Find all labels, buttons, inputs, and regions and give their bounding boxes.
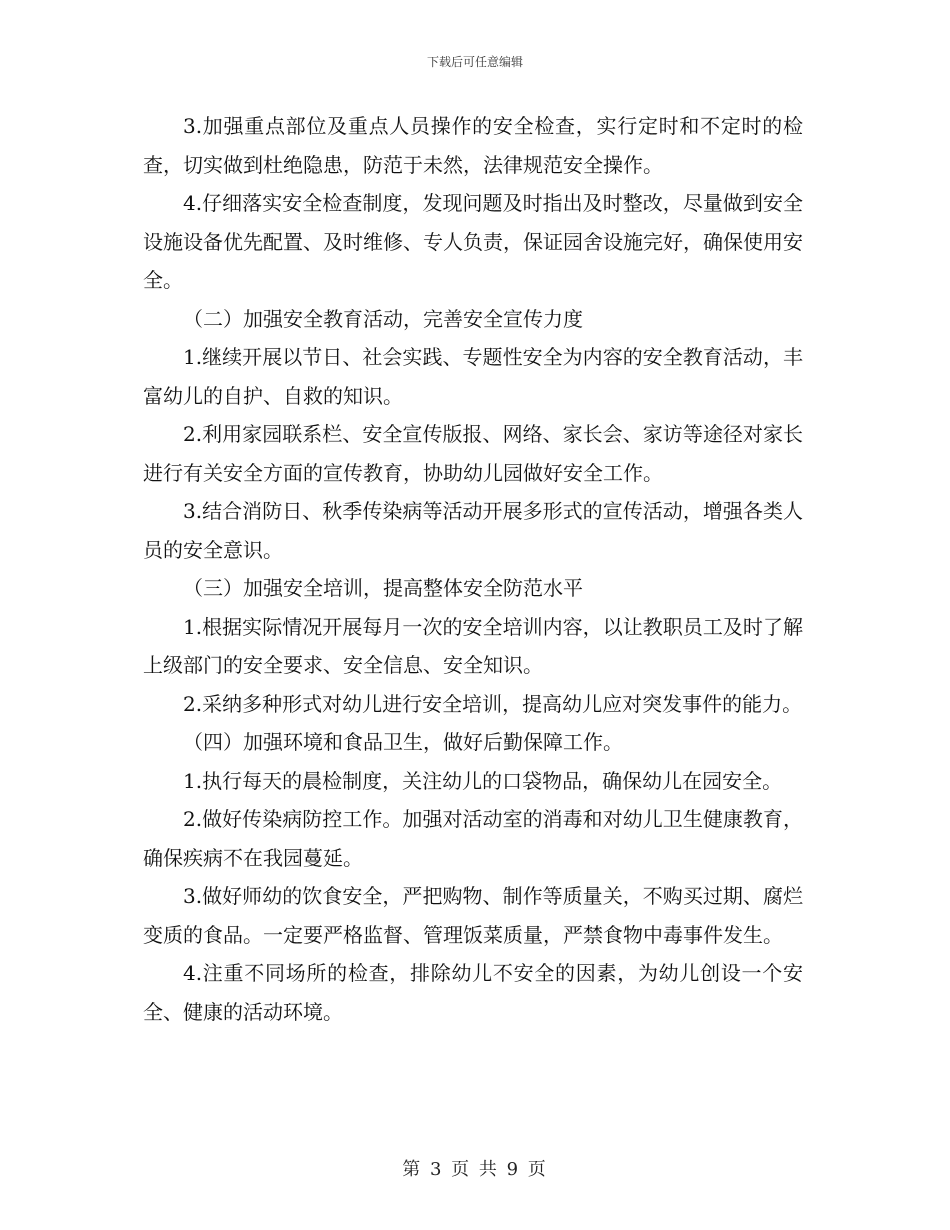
section-heading-education: （二）加强安全教育活动，完善安全宣传力度: [183, 306, 583, 331]
paragraph-disease-control: 2.做好传染病防控工作。加强对活动室的消毒和对幼儿卫生健康教育，确保疾病不在我园蔓延。: [143, 807, 803, 870]
paragraph-fire-day-campaign: 3.结合消防日、秋季传染病等活动开展多形式的宣传活动，增强各类人员的安全意识。: [143, 499, 803, 562]
paragraph-monthly-training: 1.根据实际情况开展每月一次的安全培训内容，以让教职员工及时了解上级部门的安全要求、安全信息、安全知识。: [143, 614, 803, 677]
paragraph-check-key-areas: 3.加强重点部位及重点人员操作的安全检查，实行定时和不定时的检查，切实做到杜绝隐患，防范于未然，法律规范安全操作。: [143, 114, 803, 177]
paragraph-safety-check-system: 4.仔细落实安全检查制度，发现问题及时指出及时整改，尽量做到安全设施设备优先配置、及时维修、专人负责，保证园舍设施完好，确保使用安全。: [143, 191, 803, 292]
paragraph-morning-check: 1.执行每天的晨检制度，关注幼儿的口袋物品，确保幼儿在园安全。: [183, 768, 783, 793]
paragraph-food-safety: 3.做好师幼的饮食安全，严把购物、制作等质量关，不购买过期、腐烂变质的食品。一定要严格监督、管理饭菜质量，严禁食物中毒事件发生。: [143, 884, 803, 947]
document-body: [143, 107, 803, 1031]
paragraph-parent-outreach: 2.利用家园联系栏、安全宣传版报、网络、家长会、家访等途径对家长进行有关安全方面的宣传教育，协助幼儿园做好安全工作。: [143, 422, 803, 485]
section-heading-hygiene: （四）加强环境和食品卫生，做好后勤保障工作。: [183, 730, 623, 754]
page-header-note: 下载后可任意编辑: [426, 55, 523, 69]
page-number: 第 3 页 共 9 页: [402, 1159, 548, 1180]
paragraph-education-activities: 1.继续开展以节日、社会实践、专题性安全为内容的安全教育活动，丰富幼儿的自护、自救的知识。: [143, 345, 803, 408]
paragraph-site-inspection: 4.注重不同场所的检查，排除幼儿不安全的因素，为幼儿创设一个安全、健康的活动环境。: [143, 961, 803, 1024]
section-heading-training: （三）加强安全培训，提高整体安全防范水平: [183, 576, 583, 600]
paragraph-child-training: 2.采纳多种形式对幼儿进行安全培训，提高幼儿应对突发事件的能力。: [183, 691, 803, 716]
